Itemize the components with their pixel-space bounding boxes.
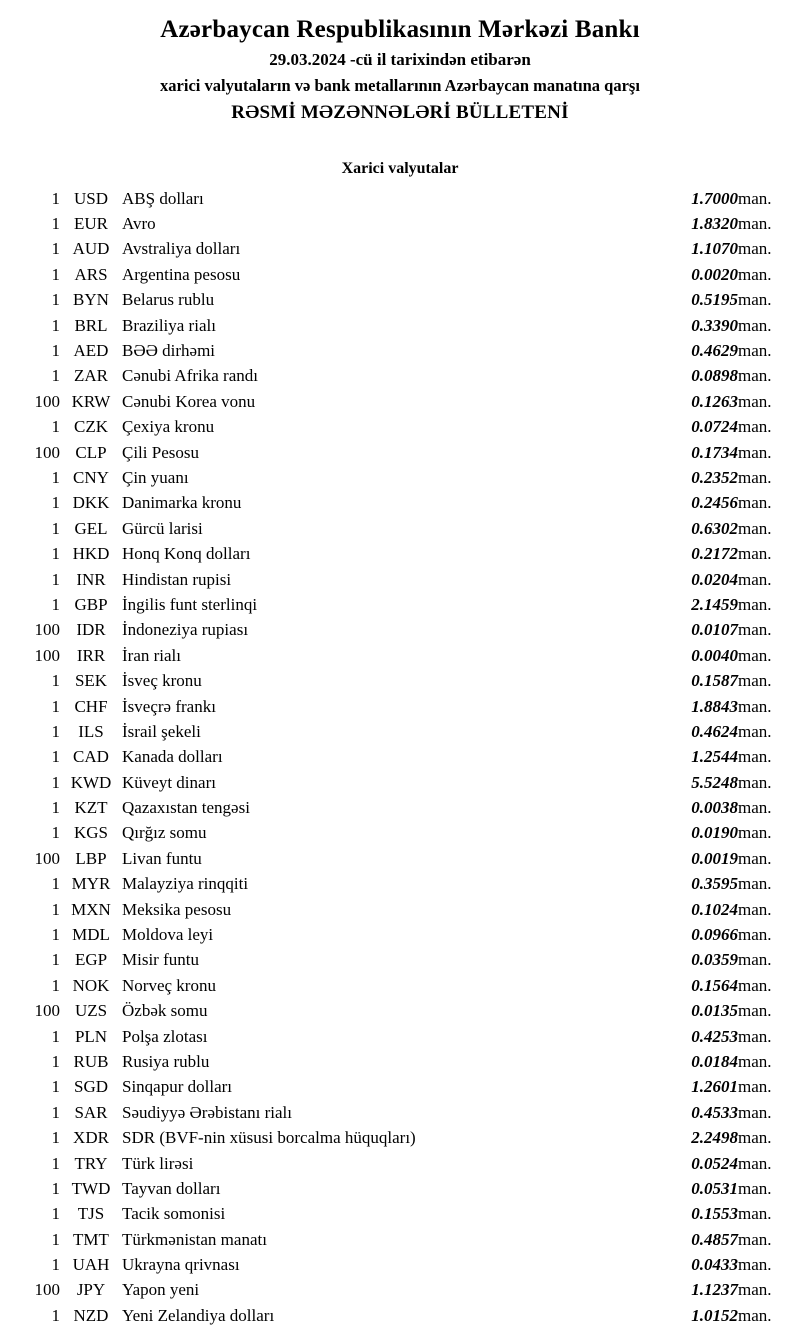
currency-rate: 0.4533 [691,1102,738,1122]
table-row [0,1278,800,1303]
currency-name: İsrail şekeli [122,721,201,741]
currency-code: BRL [74,315,108,335]
currency-unit: man. [738,1229,772,1249]
table-row [0,948,800,973]
currency-code: MYR [71,874,111,894]
currency-quantity: 1 [51,467,60,487]
currency-code: CLP [75,442,107,462]
currency-code: LBP [75,848,107,868]
exchange-rates-table [0,186,800,1329]
currency-unit: man. [738,772,772,792]
currency-name: Norveç kronu [122,975,216,995]
table-row [0,262,800,287]
currency-code: KGS [73,823,108,843]
currency-quantity: 1 [51,366,60,386]
currency-quantity: 1 [51,214,60,234]
table-row [0,1125,800,1150]
currency-unit: man. [738,1051,772,1071]
currency-code: KZT [74,798,108,818]
currency-unit: man. [738,1178,772,1198]
table-row [0,541,800,566]
currency-code: CHF [74,696,108,716]
currency-quantity: 1 [51,315,60,335]
currency-rate: 0.0204 [691,569,738,589]
currency-code: USD [73,188,108,208]
currency-quantity: 100 [34,645,60,665]
currency-quantity: 1 [51,518,60,538]
currency-quantity: 1 [51,264,60,284]
currency-unit: man. [738,696,772,716]
currency-name: Polşa zlotası [122,1026,208,1046]
currency-code: TJS [77,1204,105,1224]
currency-unit: man. [738,1077,772,1097]
currency-unit: man. [738,848,772,868]
currency-rate: 0.0190 [691,823,738,843]
currency-code: UZS [74,1001,108,1021]
currency-name: Ukrayna qrivnası [122,1255,240,1275]
currency-quantity: 1 [51,1305,60,1325]
table-row [0,922,800,947]
currency-name: Cənubi Korea vonu [122,391,256,411]
currency-unit: man. [738,645,772,665]
currency-rate: 0.0898 [691,366,738,386]
currency-code: AED [73,341,109,361]
currency-code: EGP [74,950,108,970]
table-row [0,338,800,363]
currency-quantity: 1 [51,1102,60,1122]
currency-code: MDL [72,925,110,945]
currency-rate: 0.1734 [691,442,738,462]
bulletin-title: RƏSMİ MƏZƏNNƏLƏRİ BÜLLETENİ [231,102,569,123]
currency-rate: 1.8320 [691,214,738,234]
currency-code: CZK [74,417,108,437]
currency-quantity: 1 [51,798,60,818]
currency-unit: man. [738,823,772,843]
currency-rate: 0.4857 [691,1229,738,1249]
currency-rate: 0.0019 [691,848,738,868]
currency-name: Türk lirəsi [122,1153,194,1173]
currency-unit: man. [738,1255,772,1275]
table-row [0,821,800,846]
currency-unit: man. [738,798,772,818]
currency-code: JPY [76,1280,106,1300]
currency-name: Danimarka kronu [122,493,242,513]
currency-name: Braziliya rialı [122,315,216,335]
currency-rate: 0.1263 [691,391,738,411]
currency-rate: 0.0524 [691,1153,738,1173]
currency-quantity: 1 [51,493,60,513]
currency-name: İndoneziya rupiası [122,620,249,640]
table-row [0,1075,800,1100]
currency-quantity: 1 [51,239,60,259]
currency-name: Yeni Zelandiya dolları [122,1305,275,1325]
currency-code: ARS [74,264,108,284]
table-row [0,694,800,719]
currency-name: Qazaxıstan tengəsi [122,798,250,818]
table-row [0,1024,800,1049]
table-row [0,1049,800,1074]
subtitle-line: xarici valyutaların və bank metallarının Azərbaycan manatına qarşı [160,76,640,95]
currency-code: IRR [76,645,106,665]
currency-rate: 0.0135 [691,1001,738,1021]
table-row [0,313,800,338]
currency-quantity: 100 [34,442,60,462]
table-row [0,1151,800,1176]
currency-quantity: 100 [34,620,60,640]
table-row [0,288,800,313]
currency-quantity: 100 [34,848,60,868]
table-row [0,872,800,897]
currency-code: KWD [70,772,112,792]
currency-name: Moldova leyi [122,925,214,945]
currency-unit: man. [738,874,772,894]
currency-name: İran rialı [122,645,181,665]
currency-rate: 0.1024 [691,899,738,919]
currency-quantity: 1 [51,1128,60,1148]
table-row [0,1176,800,1201]
currency-name: Özbək somu [122,1001,208,1021]
currency-rate: 0.1587 [691,671,738,691]
currency-rate: 0.3595 [691,874,738,894]
table-row [0,1202,800,1227]
currency-name: İsveçrə frankı [122,696,216,716]
currency-unit: man. [738,569,772,589]
currency-rate: 0.0966 [691,925,738,945]
currency-unit: man. [738,544,772,564]
table-row [0,1100,800,1125]
currency-rate: 0.3390 [691,315,738,335]
currency-rate: 0.2352 [691,467,738,487]
currency-name: Yapon yeni [122,1280,200,1300]
table-row [0,973,800,998]
currency-rate: 0.4624 [691,721,738,741]
bank-name: Azərbaycan Respublikasının Mərkəzi Bankı [160,16,640,43]
currency-quantity: 1 [51,1204,60,1224]
currency-rate: 0.0359 [691,950,738,970]
currency-quantity: 1 [51,747,60,767]
currency-code: ZAR [74,366,108,386]
currency-code: NOK [72,975,110,995]
currency-code: AUD [72,239,110,259]
currency-name: Tacik somonisi [122,1204,226,1224]
currency-rate: 0.4253 [691,1026,738,1046]
currency-unit: man. [738,747,772,767]
currency-quantity: 1 [51,696,60,716]
currency-unit: man. [738,1128,772,1148]
currency-name: İsveç kronu [122,671,202,691]
currency-rate: 0.0433 [691,1255,738,1275]
currency-unit: man. [738,442,772,462]
currency-name: Sinqapur dolları [122,1077,233,1097]
document-header [0,16,800,124]
table-row [0,719,800,744]
currency-rate: 1.1070 [691,239,738,259]
currency-code: TRY [74,1153,108,1173]
table-row [0,1303,800,1328]
currency-unit: man. [738,1026,772,1046]
currency-code: UAH [72,1255,110,1275]
currency-rate: 0.0531 [691,1178,738,1198]
currency-code: SEK [74,671,108,691]
currency-code: SAR [74,1102,108,1122]
table-row [0,1227,800,1252]
currency-unit: man. [738,620,772,640]
table-row [0,516,800,541]
table-row [0,211,800,236]
currency-unit: man. [738,391,772,411]
currency-code: CAD [73,747,109,767]
currency-code: GEL [74,518,108,538]
currency-unit: man. [738,493,772,513]
table-row [0,186,800,211]
currency-name: Hindistan rupisi [122,569,232,589]
currency-quantity: 1 [51,1255,60,1275]
currency-rate: 0.2456 [691,493,738,513]
table-row [0,770,800,795]
table-row [0,999,800,1024]
currency-name: Avro [122,214,156,234]
currency-name: SDR (BVF-nin xüsusi borcalma hüquqları) [122,1128,416,1148]
currency-code: KRW [71,391,111,411]
currency-name: Belarus rublu [122,290,215,310]
currency-code: TWD [71,1178,111,1198]
currency-quantity: 1 [51,569,60,589]
currency-unit: man. [738,417,772,437]
currency-quantity: 1 [51,1026,60,1046]
table-row [0,897,800,922]
currency-unit: man. [738,214,772,234]
currency-unit: man. [738,899,772,919]
currency-unit: man. [738,721,772,741]
currency-rate: 5.5248 [691,772,738,792]
currency-quantity: 1 [51,772,60,792]
currency-rate: 0.4629 [691,341,738,361]
currency-unit: man. [738,290,772,310]
currency-quantity: 1 [51,721,60,741]
currency-name: Honq Konq dolları [122,544,251,564]
currency-name: Türkmənistan manatı [122,1229,267,1249]
currency-code: DKK [72,493,110,513]
currency-rate: 1.7000 [691,188,738,208]
table-row [0,1252,800,1277]
currency-quantity: 1 [51,874,60,894]
currency-unit: man. [738,264,772,284]
currency-name: Avstraliya dolları [122,239,241,259]
currency-rate: 1.2601 [691,1077,738,1097]
currency-unit: man. [738,1204,772,1224]
currency-rate: 0.1564 [691,975,738,995]
currency-code: IDR [76,620,106,640]
currency-unit: man. [738,1305,772,1325]
currency-name: Argentina pesosu [122,264,241,284]
currency-unit: man. [738,315,772,335]
currency-quantity: 100 [34,1280,60,1300]
currency-name: ABŞ dolları [122,188,204,208]
currency-rate: 0.0038 [691,798,738,818]
section-title-foreign-currencies: Xarici valyutalar [341,160,459,177]
table-row [0,237,800,262]
currency-unit: man. [738,1001,772,1021]
currency-code: HKD [72,544,110,564]
table-row [0,440,800,465]
currency-unit: man. [738,1153,772,1173]
exchange-rates-body [0,186,800,1329]
currency-quantity: 1 [51,925,60,945]
currency-unit: man. [738,341,772,361]
currency-quantity: 1 [51,1051,60,1071]
table-row [0,846,800,871]
currency-code: EUR [74,214,108,234]
currency-name: Çin yuanı [122,467,189,487]
effective-date-line: 29.03.2024 -cü il tarixindən etibarən [269,50,531,69]
currency-quantity: 1 [51,1229,60,1249]
currency-unit: man. [738,925,772,945]
currency-quantity: 100 [34,1001,60,1021]
currency-name: Tayvan dolları [122,1178,221,1198]
currency-quantity: 1 [51,671,60,691]
currency-name: Malayziya rinqqiti [122,874,249,894]
currency-code: ILS [78,721,104,741]
currency-quantity: 1 [51,1153,60,1173]
currency-code: NZD [73,1305,109,1325]
currency-name: Çili Pesosu [122,442,199,462]
currency-name: Rusiya rublu [122,1051,210,1071]
table-row [0,415,800,440]
currency-quantity: 1 [51,975,60,995]
currency-quantity: 1 [51,899,60,919]
currency-rate: 1.1237 [691,1280,738,1300]
table-row [0,389,800,414]
currency-name: Çexiya kronu [122,417,215,437]
currency-unit: man. [738,188,772,208]
currency-quantity: 1 [51,188,60,208]
currency-rate: 0.5195 [691,290,738,310]
currency-unit: man. [738,239,772,259]
currency-unit: man. [738,467,772,487]
currency-code: MXN [71,899,111,919]
currency-name: Küveyt dinarı [122,772,216,792]
currency-quantity: 1 [51,1077,60,1097]
table-row [0,618,800,643]
currency-name: İngilis funt sterlinqi [122,594,258,614]
currency-rate: 0.0107 [691,620,738,640]
currency-unit: man. [738,518,772,538]
currency-code: INR [76,569,106,589]
currency-unit: man. [738,1102,772,1122]
currency-code: SGD [73,1077,108,1097]
table-row [0,491,800,516]
table-row [0,745,800,770]
currency-unit: man. [738,366,772,386]
currency-quantity: 1 [51,341,60,361]
currency-rate: 0.0724 [691,417,738,437]
table-row [0,795,800,820]
currency-rate: 0.2172 [691,544,738,564]
table-row [0,465,800,490]
currency-name: Kanada dolları [122,747,223,767]
currency-code: CNY [73,467,109,487]
currency-name: Meksika pesosu [122,899,232,919]
currency-code: PLN [74,1026,108,1046]
currency-rate: 2.2498 [691,1128,738,1148]
currency-unit: man. [738,975,772,995]
currency-rate: 1.0152 [691,1305,738,1325]
currency-rate: 2.1459 [691,594,738,614]
currency-rate: 0.0020 [691,264,738,284]
currency-name: Gürcü larisi [122,518,203,538]
currency-name: Cənubi Afrika randı [122,366,258,386]
currency-name: BƏƏ dirhəmi [122,341,216,361]
currency-rate: 0.0184 [691,1051,738,1071]
currency-code: GBP [74,594,108,614]
table-row [0,592,800,617]
currency-quantity: 100 [34,391,60,411]
currency-code: BYN [73,290,109,310]
currency-name: Səudiyyə Ərəbistanı rialı [122,1102,292,1122]
currency-quantity: 1 [51,417,60,437]
currency-unit: man. [738,1280,772,1300]
currency-code: RUB [73,1051,109,1071]
table-row [0,643,800,668]
currency-quantity: 1 [51,1178,60,1198]
currency-rate: 0.6302 [691,518,738,538]
table-row [0,364,800,389]
currency-unit: man. [738,671,772,691]
currency-quantity: 1 [51,544,60,564]
currency-unit: man. [738,594,772,614]
table-row [0,567,800,592]
currency-rate: 0.0040 [691,645,738,665]
currency-quantity: 1 [51,594,60,614]
currency-rate: 0.1553 [691,1204,738,1224]
currency-rate: 1.2544 [691,747,738,767]
currency-rate: 1.8843 [691,696,738,716]
currency-code: TMT [73,1229,109,1249]
currency-unit: man. [738,950,772,970]
currency-quantity: 1 [51,950,60,970]
currency-quantity: 1 [51,290,60,310]
currency-quantity: 1 [51,823,60,843]
table-row [0,668,800,693]
currency-name: Misir funtu [122,950,199,970]
currency-name: Qırğız somu [122,823,207,843]
currency-code: XDR [73,1128,109,1148]
currency-name: Livan funtu [122,848,202,868]
